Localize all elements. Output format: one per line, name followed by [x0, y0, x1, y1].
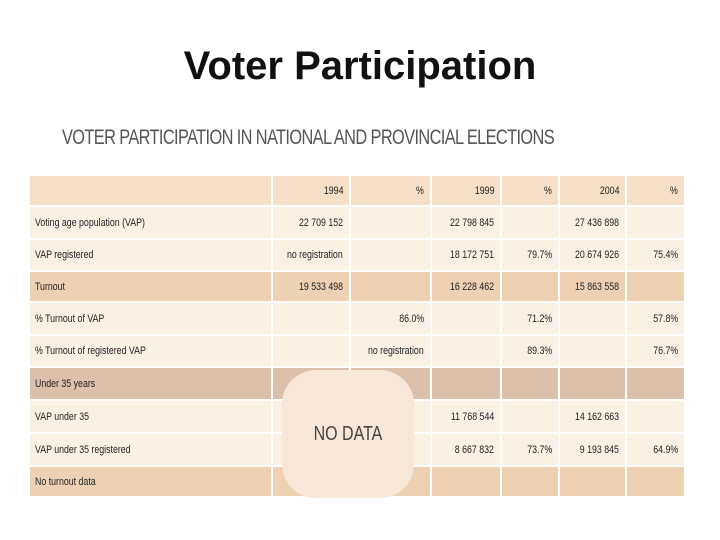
no-data-label: NO DATA [313, 422, 383, 445]
table-cell-text: 73.7% [527, 443, 552, 456]
table-cell-text: 57.8% [653, 312, 678, 325]
table-cell [432, 368, 502, 401]
table-cell [432, 207, 502, 240]
table-cell-text: 16 228 462 [449, 280, 494, 293]
header-cell-3-text: 1999 [474, 184, 494, 197]
header-cell-1-text: 1994 [323, 184, 343, 197]
table-cell [502, 467, 560, 498]
table-cell [351, 272, 432, 303]
row-label [30, 272, 273, 303]
table-cell-text: 22 709 152 [298, 216, 343, 229]
table-cell [273, 336, 351, 368]
table-cell [351, 303, 432, 336]
header-cell-6-text: % [670, 184, 678, 197]
table-cell-text: 19 533 498 [298, 280, 343, 293]
table-cell [502, 272, 560, 303]
table-cell-text: 75.4% [653, 249, 678, 261]
header-cell-1 [273, 176, 351, 207]
table-cell [432, 303, 502, 336]
table-cell [432, 434, 502, 467]
table-cell [502, 434, 560, 467]
row-label-text: % Turnout of registered VAP [35, 345, 146, 357]
row-label-text: No turnout data [35, 475, 96, 488]
table-cell-text: 11 768 544 [450, 410, 494, 423]
table-cell [560, 336, 627, 368]
table-cell [432, 467, 502, 498]
table-cell [502, 303, 560, 336]
slide-title: Voter Participation [183, 44, 537, 88]
table-cell [627, 434, 686, 467]
table-cell-text: 27 436 898 [574, 216, 619, 229]
header-cell-4 [502, 176, 560, 207]
row-label [30, 336, 273, 368]
header-cell-2-text: % [416, 184, 424, 197]
row-label-text: VAP under 35 registered [35, 443, 131, 456]
table-cell-text: 15 863 558 [574, 280, 619, 293]
table-cell [560, 207, 627, 240]
table-heading: VOTER PARTICIPATION IN NATIONAL AND PROVINCIAL ELECTIONS [62, 126, 555, 149]
table-cell [273, 207, 351, 240]
table-cell-text: 22 798 845 [449, 216, 494, 229]
table-cell-text: 76.7% [653, 345, 678, 357]
table-cell [502, 207, 560, 240]
header-cell-5 [560, 176, 627, 207]
row-label [30, 434, 273, 467]
table-cell [432, 272, 502, 303]
table-cell [351, 207, 432, 240]
table-cell-text: no registration [287, 249, 343, 261]
table-cell [627, 401, 686, 434]
table-cell-text: 64.9% [653, 443, 678, 456]
table-cell [627, 240, 686, 272]
table-cell-text: 86.0% [399, 312, 424, 325]
table-cell [273, 303, 351, 336]
table-cell [627, 303, 686, 336]
row-label [30, 240, 273, 272]
table-cell [560, 272, 627, 303]
table-cell [627, 272, 686, 303]
row-label-text: Turnout [35, 280, 66, 293]
table-cell-text: 20 674 926 [574, 249, 619, 261]
header-cell-corner [30, 176, 273, 207]
table-cell-text: 79.7% [527, 249, 552, 261]
table-cell-text: no registration [368, 345, 424, 357]
row-label-text: VAP under 35 [35, 410, 89, 423]
table-cell [432, 401, 502, 434]
table-cell [627, 336, 686, 368]
table-cell-text: 89.3% [527, 345, 552, 357]
table-cell [502, 240, 560, 272]
table-cell [627, 207, 686, 240]
table-cell-text: 9 193 845 [579, 443, 619, 456]
table-cell [351, 336, 432, 368]
table-cell [560, 434, 627, 467]
header-cell-6 [627, 176, 686, 207]
row-label-text: VAP registered [35, 249, 94, 261]
no-data-badge [282, 370, 414, 498]
row-label [30, 467, 273, 498]
table-cell [351, 240, 432, 272]
table-cell [432, 336, 502, 368]
row-label [30, 401, 273, 434]
table-cell [502, 401, 560, 434]
table-cell [432, 240, 502, 272]
header-cell-3 [432, 176, 502, 207]
table-cell [560, 467, 627, 498]
header-cell-5-text: 2004 [599, 184, 619, 197]
row-label [30, 368, 273, 401]
table-cell-text: 14 162 663 [574, 410, 619, 423]
row-label-text: Voting age population (VAP) [35, 216, 145, 229]
participation-table [30, 176, 686, 498]
row-label [30, 207, 273, 240]
table-cell [502, 336, 560, 368]
row-label [30, 303, 273, 336]
table-cell-text: 8 667 832 [454, 443, 494, 456]
table-cell [627, 368, 686, 401]
table-cell [560, 303, 627, 336]
table-cell [273, 240, 351, 272]
row-label-text: Under 35 years [35, 377, 96, 390]
header-cell-4-text: % [544, 184, 552, 197]
table-cell [273, 272, 351, 303]
table-cell [627, 467, 686, 498]
table-cell [560, 368, 627, 401]
table-cell [560, 401, 627, 434]
header-cell-2 [351, 176, 432, 207]
table-cell [560, 240, 627, 272]
table-cell [502, 368, 560, 401]
table-cell-text: 18 172 751 [449, 249, 494, 261]
row-label-text: % Turnout of VAP [35, 312, 105, 325]
table-cell-text: 71.2% [527, 312, 552, 325]
